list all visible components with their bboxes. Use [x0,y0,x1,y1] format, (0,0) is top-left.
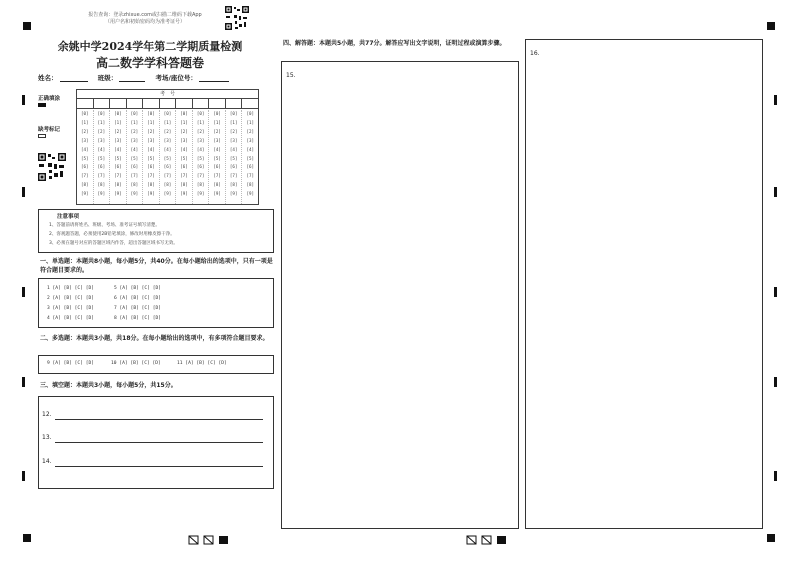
digit-bubble[interactable]: [2] [229,128,238,134]
digit-bubble[interactable]: [4] [97,146,106,152]
multi-choice-row-11[interactable]: 11 [A] [B] [C] [D] [177,361,227,366]
digit-bubble[interactable]: [4] [196,146,205,152]
digit-bubble[interactable]: [9] [180,191,188,197]
exam-number-header: 考 号 [77,90,258,99]
digit-bubble[interactable]: [6] [163,164,172,170]
digit-bubble[interactable]: [3] [196,137,205,143]
digit-bubble[interactable]: [0] [97,111,106,116]
exam-number-digit-columns [77,110,258,204]
timing-mark [22,377,25,387]
class-label: 班级： [97,74,118,82]
digit-bubble[interactable]: [3] [229,137,238,143]
name-label: 姓名： [38,74,58,82]
note-item: 3、必须在题号对应的答题区域内作答，超出答题区域书写无效。 [49,241,178,246]
exam-number-grid [76,89,259,205]
digit-bubble[interactable]: [6] [114,164,122,170]
digit-bubble[interactable]: [2] [114,128,122,134]
timing-mark [774,287,777,297]
section2-title: 二、多选题：本题共3小题，共18分。在每小题给出的选项中，有多项符合题目要求。 [40,335,269,342]
section3-title: 三、填空题：本题共3小题，每小题5分，共15分。 [40,382,177,389]
digit-bubble[interactable]: [2] [196,128,205,134]
digit-bubble[interactable]: [3] [246,137,255,143]
digit-bubble[interactable]: [3] [213,137,221,143]
fill-answer-line-14[interactable] [55,466,263,467]
fill-label-14: 14. [42,458,52,465]
digit-bubble[interactable]: [9] [114,191,122,197]
digit-bubble[interactable]: [4] [229,146,238,152]
digit-bubble[interactable]: [9] [163,191,172,197]
answer-area-15[interactable] [281,61,519,529]
digit-bubble[interactable]: [0] [229,111,238,116]
digit-bubble[interactable]: [6] [196,164,205,170]
digit-bubble[interactable]: [2] [97,128,106,134]
corner-mark-bottom-right [767,534,775,542]
digit-bubble[interactable]: [2] [180,128,188,134]
section1-right-column [114,284,161,324]
digit-bubble[interactable]: [6] [147,164,155,170]
digit-bubble[interactable]: [4] [114,146,122,152]
digit-bubble[interactable]: [6] [213,164,221,170]
digit-bubble[interactable]: [6] [80,164,89,170]
multi-choice-row-9[interactable]: 9 [A] [B] [C] [D] [47,361,95,366]
digit-bubble[interactable]: [4] [180,146,188,152]
digit-bubble[interactable]: [5] [80,155,89,161]
digit-bubble[interactable]: [5] [130,155,139,161]
exam-digit-column [127,110,144,204]
exam-digit-column [226,110,243,204]
digit-bubble[interactable]: [8] [163,182,172,188]
timing-mark [22,95,25,105]
digit-bubble[interactable]: [3] [114,137,122,143]
digit-bubble[interactable]: [8] [213,182,221,188]
fill-example-mark [38,103,46,107]
digit-bubble[interactable]: [0] [246,111,255,116]
digit-bubble[interactable]: [7] [213,173,221,179]
digit-bubble[interactable]: [9] [80,191,89,197]
digit-bubble[interactable]: [7] [229,173,238,179]
exam-digit-column [77,110,94,204]
digit-bubble[interactable]: [8] [114,182,122,188]
digit-bubble[interactable]: [9] [130,191,139,197]
digit-bubble[interactable]: [3] [180,137,188,143]
question-label-16: 16. [530,50,540,57]
digit-bubble[interactable]: [3] [163,137,172,143]
digit-bubble[interactable]: [5] [180,155,188,161]
timing-mark [22,471,25,481]
student-info-row [38,73,278,82]
fill-answer-line-13[interactable] [55,442,263,443]
digit-bubble[interactable]: [7] [97,173,106,179]
exam-digit-column [110,110,127,204]
choice-row-8[interactable]: 8 [A] [B] [C] [D] [114,316,162,321]
fill-label-12: 12. [42,411,52,418]
digit-bubble[interactable]: [5] [147,155,155,161]
digit-bubble[interactable]: [5] [97,155,106,161]
multi-choice-row-10[interactable]: 10 [A] [B] [C] [D] [111,361,161,366]
exam-digit-column [193,110,210,204]
exam-digit-column [176,110,193,204]
answer-area-16[interactable] [525,39,763,529]
digit-bubble[interactable]: [0] [196,111,205,116]
timing-mark [22,287,25,297]
choice-row-6[interactable]: 6 [A] [B] [C] [D] [114,296,162,301]
digit-bubble[interactable]: [7] [130,173,139,179]
digit-bubble[interactable]: [6] [180,164,188,170]
digit-bubble[interactable]: [8] [196,182,205,188]
digit-bubble[interactable]: [1] [196,119,205,125]
digit-bubble[interactable]: [4] [80,146,89,152]
digit-bubble[interactable]: [0] [213,111,221,116]
digit-bubble[interactable]: [9] [196,191,205,197]
section2-answer-box [38,355,274,374]
digit-bubble[interactable]: [2] [213,128,221,134]
digit-bubble[interactable]: [9] [147,191,155,197]
timing-mark [774,187,777,197]
digit-bubble[interactable]: [0] [147,111,155,116]
notes-title: 注意事项 [57,214,80,220]
section1-answer-box [38,278,274,328]
digit-bubble[interactable]: [2] [130,128,139,134]
fill-answer-line-12[interactable] [55,419,263,420]
digit-bubble[interactable]: [0] [114,111,122,116]
digit-bubble[interactable]: [9] [229,191,238,197]
digit-bubble[interactable]: [5] [229,155,238,161]
digit-bubble[interactable]: [5] [114,155,122,161]
digit-bubble[interactable]: [6] [130,164,139,170]
timing-mark [774,95,777,105]
digit-bubble[interactable]: [9] [246,191,255,197]
report-notice-line2: （用户名和初始密码均为准考证号） [104,19,185,25]
digit-bubble[interactable]: [1] [147,119,155,125]
corner-mark-top-left [23,22,31,30]
report-notice [60,12,230,26]
digit-bubble[interactable]: [1] [229,119,238,125]
student-qr-code [38,153,66,181]
section1-title: 一、单选题：本题共8小题，每小题5分，共40分。在每小题给出的选项中，只有一项是符合题目要求的。 [40,258,273,274]
fill-label-13: 13. [42,434,52,441]
digit-bubble[interactable]: [1] [180,119,188,125]
section3-answer-box [38,396,274,489]
name-field[interactable] [60,74,88,82]
exam-digit-column [160,110,177,204]
seat-label: 考场/座位号： [155,74,197,82]
digit-bubble[interactable]: [1] [80,119,89,125]
digit-bubble[interactable]: [4] [213,146,221,152]
digit-bubble[interactable]: [0] [180,111,188,116]
section1-left-column [47,284,94,324]
school-title: 余姚中学2024学年第二学期质量检测 [57,40,243,53]
exam-digit-column [143,110,160,204]
digit-bubble[interactable]: [3] [147,137,155,143]
qr-code-header [224,5,250,31]
exam-digit-column [209,110,226,204]
timing-mark [774,471,777,481]
digit-bubble[interactable]: [6] [246,164,255,170]
digit-bubble[interactable]: [4] [147,146,155,152]
digit-bubble[interactable]: [2] [147,128,155,134]
absent-mark-label: 缺考标记 [38,127,61,133]
corner-mark-bottom-left [23,534,31,542]
page-marks-middle [466,535,508,545]
choice-row-1[interactable]: 1 [A] [B] [C] [D] [47,286,95,291]
digit-bubble[interactable]: [8] [147,182,155,188]
digit-bubble[interactable]: [0] [163,111,172,116]
notes-list [49,221,271,248]
digit-bubble[interactable]: [1] [114,119,122,125]
choice-row-4[interactable]: 4 [A] [B] [C] [D] [47,316,95,321]
digit-bubble[interactable]: [1] [163,119,172,125]
exam-digit-column [242,110,258,204]
digit-bubble[interactable]: [7] [196,173,205,179]
digit-bubble[interactable]: [9] [213,191,221,197]
digit-bubble[interactable]: [6] [229,164,238,170]
class-field[interactable] [119,74,145,82]
choice-row-7[interactable]: 7 [A] [B] [C] [D] [114,306,162,311]
digit-bubble[interactable]: [3] [130,137,139,143]
digit-bubble[interactable]: [2] [246,128,255,134]
choice-row-5[interactable]: 5 [A] [B] [C] [D] [114,286,162,291]
digit-bubble[interactable]: [4] [246,146,255,152]
digit-bubble[interactable]: [9] [97,191,106,197]
digit-bubble[interactable]: [8] [180,182,188,188]
timing-mark [774,377,777,387]
digit-bubble[interactable]: [7] [163,173,172,179]
choice-row-2[interactable]: 2 [A] [B] [C] [D] [47,296,95,301]
digit-bubble[interactable]: [7] [114,173,122,179]
digit-bubble[interactable]: [6] [97,164,106,170]
question-label-15: 15. [286,72,296,79]
exam-number-entry-row [77,98,258,109]
digit-bubble[interactable]: [0] [130,111,139,116]
report-notice-line1: 报告查询：登录zhixue.com或扫描二维码下载App [88,12,202,18]
absent-mark-box[interactable] [38,134,46,138]
digit-bubble[interactable]: [4] [130,146,139,152]
digit-bubble[interactable]: [1] [213,119,221,125]
section4-title: 四、解答题：本题共5小题，共77分。解答应写出文字说明，证明过程或演算步骤。 [283,40,506,47]
digit-bubble[interactable]: [7] [80,173,89,179]
digit-bubble[interactable]: [5] [196,155,205,161]
subject-title: 高二数学学科答题卷 [95,56,204,70]
digit-bubble[interactable]: [1] [246,119,255,125]
digit-bubble[interactable]: [5] [246,155,255,161]
fill-example-label: 正确填涂 [38,96,61,102]
digit-bubble[interactable]: [1] [130,119,139,125]
seat-field[interactable] [199,74,229,82]
digit-bubble[interactable]: [5] [163,155,172,161]
digit-bubble[interactable]: [8] [80,182,89,188]
timing-mark [22,187,25,197]
digit-bubble[interactable]: [4] [163,146,172,152]
digit-bubble[interactable]: [5] [213,155,221,161]
page-marks-left [188,535,230,545]
corner-mark-top-right [767,22,775,30]
choice-row-3[interactable]: 3 [A] [B] [C] [D] [47,306,95,311]
digit-bubble[interactable]: [7] [147,173,155,179]
note-item: 1、答题前请将姓名、班级、考场、准考证号填写清楚。 [49,223,160,228]
digit-bubble[interactable]: [0] [80,111,89,116]
digit-bubble[interactable]: [2] [163,128,172,134]
digit-bubble[interactable]: [1] [97,119,106,125]
digit-bubble[interactable]: [3] [80,137,89,143]
digit-bubble[interactable]: [7] [246,173,255,179]
digit-bubble[interactable]: [8] [229,182,238,188]
digit-bubble[interactable]: [8] [246,182,255,188]
digit-bubble[interactable]: [2] [80,128,89,134]
digit-bubble[interactable]: [8] [97,182,106,188]
digit-bubble[interactable]: [8] [130,182,139,188]
digit-bubble[interactable]: [3] [97,137,106,143]
exam-digit-column [94,110,111,204]
notes-box [38,209,274,253]
digit-bubble[interactable]: [7] [180,173,188,179]
note-item: 2、客观题答题，必须使用2B铅笔填涂，修改时用橡皮擦干净。 [49,232,175,237]
